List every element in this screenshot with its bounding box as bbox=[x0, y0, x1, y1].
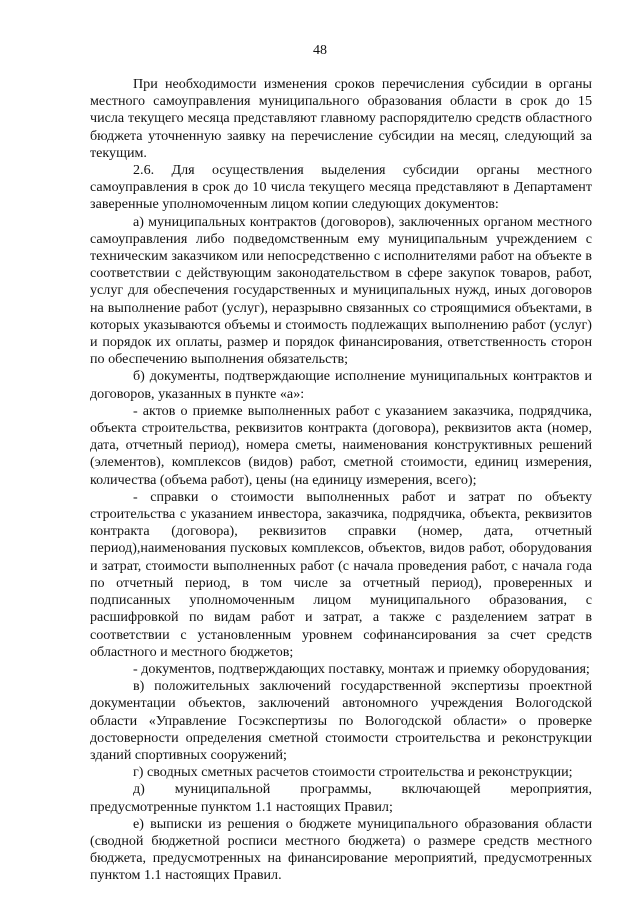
paragraph-item-e: е) выписки из решения о бюджете муниципального образования области (сводной бюджетной росписи местного бюджета) о размере средств местного бюджета, предусмотренных на финансирование мероприятий, предусмотренных пунктом 1.1 настоящих Правил. bbox=[90, 815, 592, 884]
paragraph-item-g: г) сводных сметных расчетов стоимости строительства и реконструкции; bbox=[133, 764, 573, 781]
paragraph-subsidy-deadline-change: При необходимости изменения сроков перечисления субсидии в органы местного самоуправления муниципального образования области в срок до 15 числа текущего месяца представляют главному распорядителю средств областного бюджета уточненную заявку на перечисление субсидии на месяц, следующий за текущим. bbox=[90, 76, 592, 161]
paragraph-item-v: в) положительных заключений государственной экспертизы проектной документации объектов, заключений автономного учреждения Вологодской области «Управление Госэкспертизы по Вологодской области» о проверке достоверности определения сметной стоимости строительства и реконструкции зданий спортивных сооружений; bbox=[90, 678, 592, 763]
paragraph-item-a: а) муниципальных контрактов (договоров), заключенных органом местного самоуправления либо подведомственным ему муниципальным учреждением с техническим заказчиком или непосредственно с исполнителями работ на объекте в соответствии с действующим законодательством в сфере закупок товаров, работ, услуг для обеспечения государственных и муниципальных нужд, иных договоров на выполнение работ (услуг), неразрывно связанных со строящимися объектами, в которых указываются объемы и стоимость подлежащих выполнению работ (услуг) и порядок их оплаты, размер и порядок финансирования, ответственность сторон по обеспечению выполнения обязательств; bbox=[90, 213, 592, 368]
page-number: 48 bbox=[313, 43, 327, 58]
paragraph-cost-certificates: - справки о стоимости выполненных работ и затрат по объекту строительства с указанием инвестора, заказчика, подрядчика, объекта, реквизитов контракта (договора), реквизитов справки (номер, дата, отчетный период),наименования пусковых комплексов, объектов, видов работ, оборудования и затрат, стоимости выполненных работ (с начала проведения работ, с начала года по отчетный период, в том числе за отчетный период), проверенных и подписанных уполномоченным лицом муниципального образования, с расшифровкой по видам работ и затрат, а также с разделением затрат в соответствии с установленным уровнем софинансирования за счет средств областного и местного бюджетов; bbox=[90, 488, 592, 660]
document-body bbox=[90, 76, 592, 885]
paragraph-acts: - актов о приемке выполненных работ с указанием заказчика, подрядчика, объекта строительства, реквизитов контракта (договора), реквизитов акта (номер, дата, отчетный период), номера сметы, наименования конструктивных решений (элементов), комплексов (видов) работ, сметной стоимости, единиц измерения, количества (объема работ), цены (на единицу измерения, всего); bbox=[90, 402, 592, 488]
paragraph-2-6: 2.6. Для осуществления выделения субсидии органы местного самоуправления в срок до 10 числа текущего месяца представляют в Департамент заверенные уполномоченным лицом копии следующих документов: bbox=[90, 162, 592, 213]
paragraph-equipment-documents: - документов, подтверждающих поставку, монтаж и приемку оборудования; bbox=[133, 660, 590, 677]
paragraph-item-d: д) муниципальной программы, включающей мероприятия, предусмотренные пунктом 1.1 настоящих Правил; bbox=[90, 781, 592, 815]
paragraph-item-b: б) документы, подтверждающие исполнение муниципальных контрактов и договоров, указанных в пункте «а»: bbox=[90, 368, 592, 402]
